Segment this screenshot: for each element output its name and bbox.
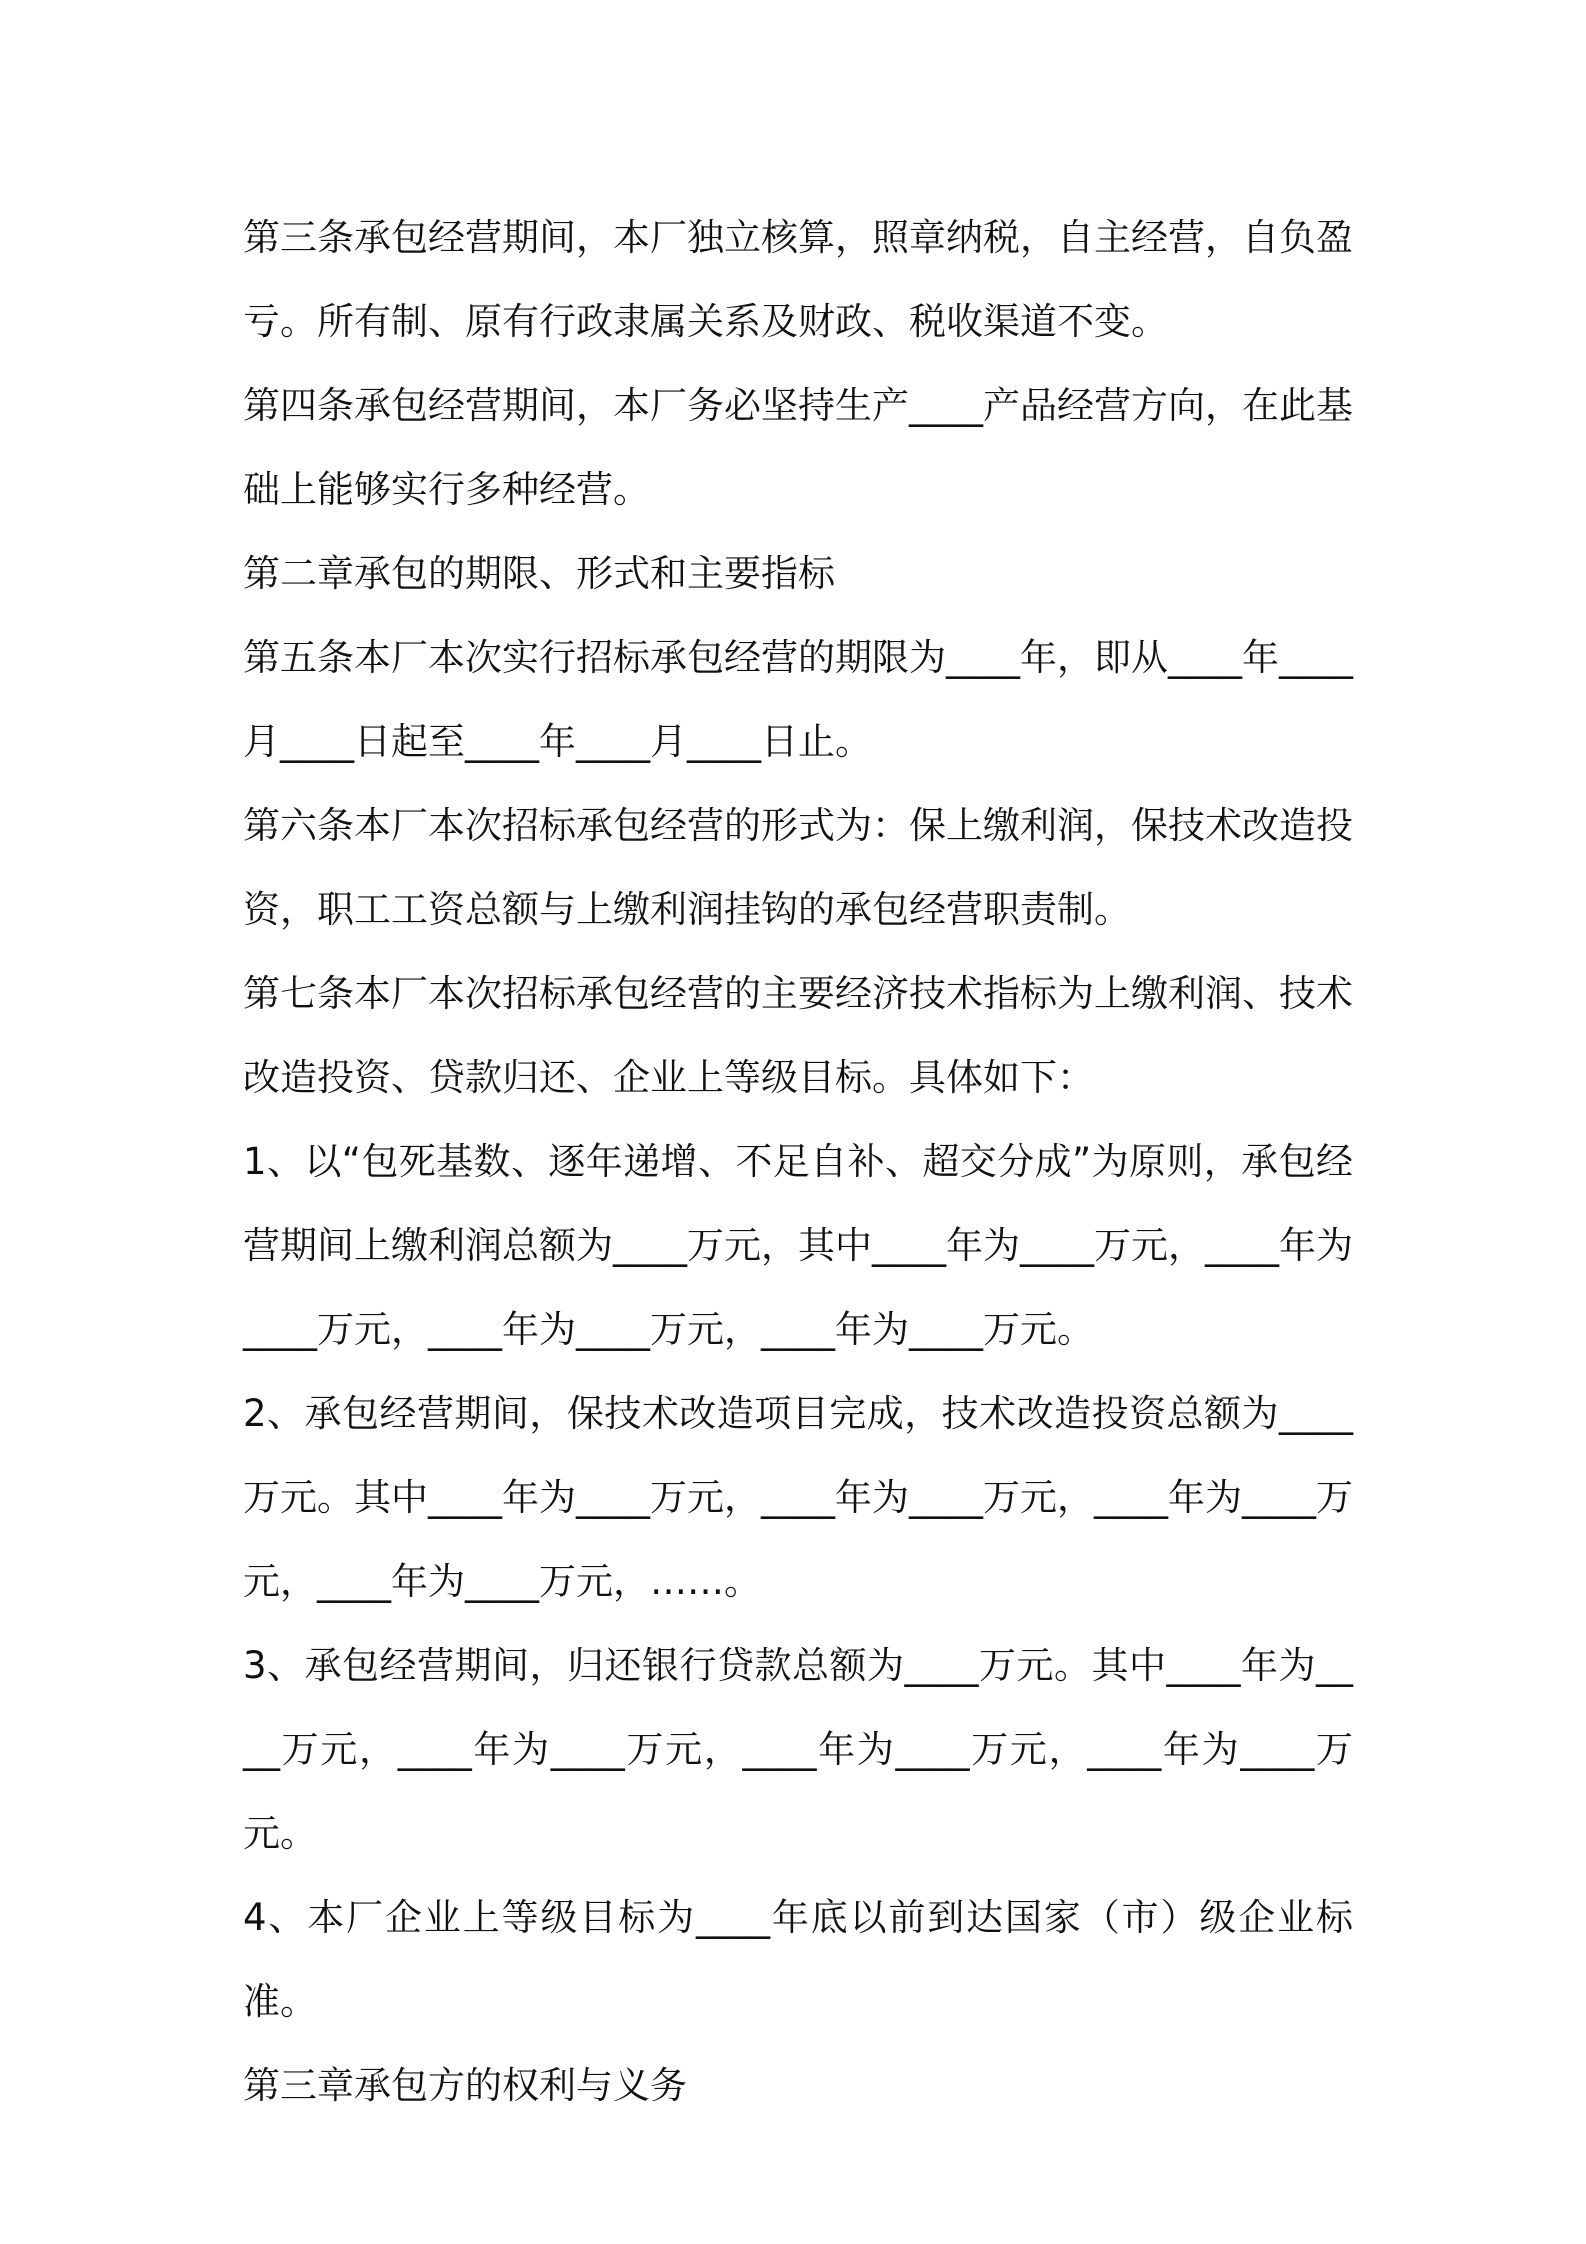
chapter-2-heading: 第二章承包的期限、形式和主要指标: [243, 552, 835, 595]
chapter-3-heading: 第三章承包方的权利与义务: [243, 2064, 687, 2107]
article-7-paragraph: 第七条本厂本次招标承包经营的主要经济技术指标为上缴利润、技术改造投资、贷款归还、企业上等级目标。具体如下：: [243, 972, 1353, 1099]
item-1-paragraph: 1、以“包死基数、逐年递增、不足自补、超交分成”为原则，承包经营期间上缴利润总额为____万元，其中____年为____万元，____年为____万元，____年为____万元，____年为____万元。: [243, 1140, 1353, 1351]
article-5-paragraph: 第五条本厂本次实行招标承包经营的期限为____年，即从____年____月____日起至____年____月____日止。: [243, 636, 1353, 763]
item-2-paragraph: 2、承包经营期间，保技术改造项目完成，技术改造投资总额为____万元。其中____年为____万元，____年为____万元，____年为____万元，____年为____万元，……。: [243, 1392, 1353, 1603]
article-4-paragraph: 第四条承包经营期间，本厂务必坚持生产____产品经营方向，在此基础上能够实行多种经营。: [243, 384, 1353, 511]
document-body: [243, 196, 1353, 2128]
item-4-paragraph: 4、本厂企业上等级目标为____年底以前到达国家（市）级企业标准。: [243, 1896, 1353, 2023]
article-6-paragraph: 第六条本厂本次招标承包经营的形式为：保上缴利润，保技术改造投资，职工工资总额与上缴利润挂钩的承包经营职责制。: [243, 804, 1353, 931]
item-3-paragraph: 3、承包经营期间，归还银行贷款总额为____万元。其中____年为____万元，____年为____万元，____年为____万元，____年为____万元。: [243, 1644, 1353, 1855]
article-3-paragraph: 第三条承包经营期间，本厂独立核算，照章纳税，自主经营，自负盈亏。所有制、原有行政隶属关系及财政、税收渠道不变。: [243, 216, 1353, 343]
